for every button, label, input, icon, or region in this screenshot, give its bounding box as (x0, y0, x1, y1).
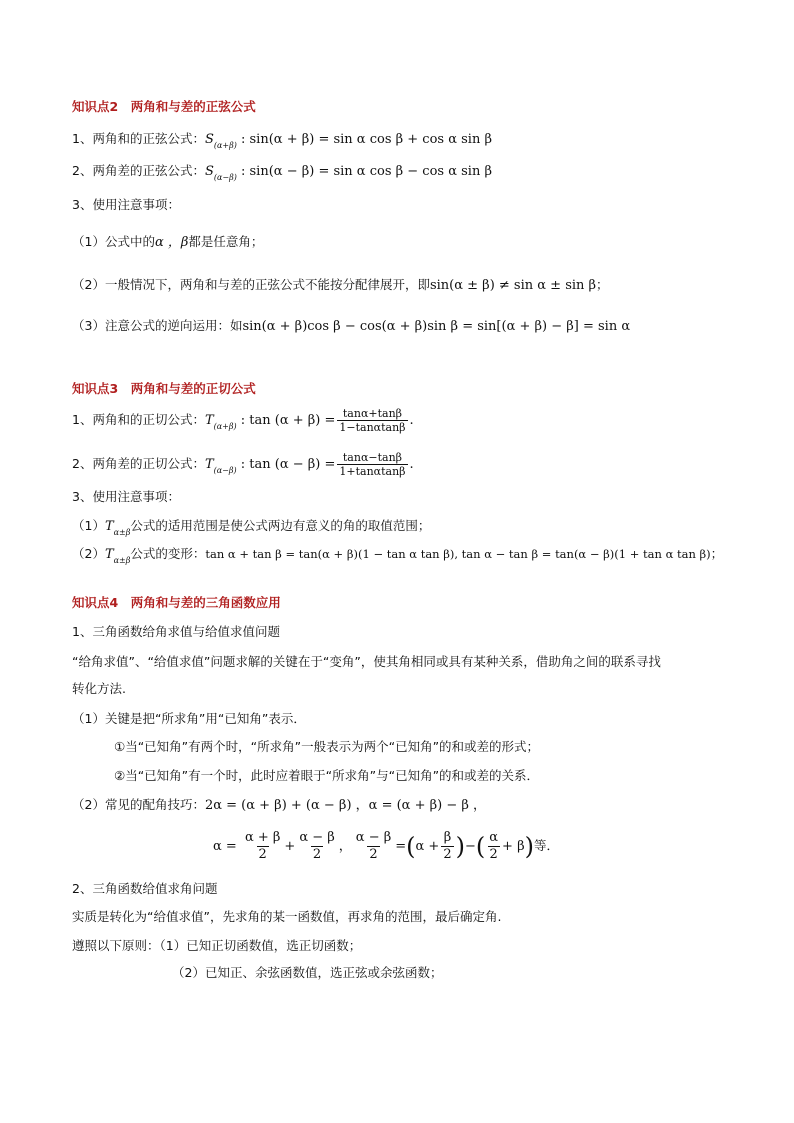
paragraph-1-line-2: 转化方法. (72, 681, 126, 696)
tangent-sum-formula: 1、两角和的正切公式：$T_{(\alpha+\beta)}$ : tan (α + β) = $\frac{\tan\alpha+\tan\beta}{1-\tan\alpha\tan\beta}$ . (72, 407, 414, 434)
principle-2: （2）已知正、余弦函数值，选正弦或余弦函数； (172, 965, 443, 980)
notes-title: 3、使用注意事项： (72, 197, 180, 212)
tangent-sum-fraction: $\frac{\tan\alpha+\tan\beta}{1-\tan\alpha\tan\beta}$ (339, 407, 406, 434)
key-point-1b: ②当“已知角”有一个时，此时应着眼于“所求角”与“已知角”的和或差的关系． (114, 768, 540, 783)
fraction-half-sum: $\frac{\alpha + \beta}{2}$ (244, 830, 281, 862)
sine-sum-formula: 1、两角和的正弦公式：$S_{(\alpha+\beta)}$ : sin(α + β) = sin α cos β + cos α sin β (72, 131, 492, 150)
section-heading-sine: 知识点2 两角和与差的正弦公式 (72, 99, 256, 114)
sine-diff-formula: 2、两角差的正弦公式：$S_{(\alpha-\beta)}$ : sin(α − β) = sin α cos β − cos α sin β (72, 163, 492, 182)
tangent-diff-fraction: $\frac{\tan\alpha-\tan\beta}{1+\tan\alpha\tan\beta}$ (339, 451, 406, 478)
section-heading-tangent: 知识点3 两角和与差的正切公式 (72, 381, 256, 396)
tangent-note-2: $(2)T_{\alpha\pm\beta}$公式的变形：tan α + tan β = tan(α + β)(1 − tan α tan β), tan α − tan β = tan(α − β)(1 + tan α tan β)； (72, 546, 724, 565)
fraction-half-diff-2: $\frac{\alpha - \beta}{2}$ (355, 830, 392, 862)
fraction-alpha-half: $\frac{\alpha}{2}$ (489, 830, 499, 862)
fraction-half-diff: $\frac{\alpha - \beta}{2}$ (299, 830, 335, 862)
paragraph-1-line-1: “给角求值”、“给值求值”问题求解的关键在于“变角”，使其角相同或具有某种关系，借助角之间的联系寻找 (72, 654, 661, 669)
key-point-1a: ①当“已知角”有两个时，“所求角”一般表示为两个“已知角”的和或差的形式； (114, 739, 540, 754)
paragraph-2: 实质是转化为“给值求值”，先求角的某一函数值，再求角的范围，最后确定角. (72, 909, 502, 924)
section-heading-application: 知识点4 两角和与差的三角函数应用 (72, 595, 281, 610)
angle-decomposition-formula: α = $\frac{\alpha + \beta}{2}$ + $\frac{\alpha - \beta}{2}$ ， $\frac{\alpha - \beta}{2}$ =(α + $\frac{\beta}{2}$ )−( $\frac{\alpha}{2}$ + β)等． (213, 830, 559, 862)
note-2: （2）一般情况下，两角和与差的正弦公式不能按分配律展开，即sin(α ± β) ≠ sin α ± sin β； (72, 277, 609, 293)
key-point-2: （2）常见的配角技巧：2α = (α + β) + (α − β) ，α = (α + β) − β ， (72, 797, 486, 813)
subtopic-2-title: 2、三角函数给值求角问题 (72, 881, 218, 896)
note-1: （1）公式中的α ，β都是任意角； (72, 234, 264, 250)
tangent-diff-formula: 2、两角差的正切公式：$T_{(\alpha-\beta)}$ : tan (α − β) = $\frac{\tan\alpha-\tan\beta}{1+\tan\alpha\tan\beta}$ . (72, 451, 414, 478)
note-3: （3）注意公式的逆向运用：如sin(α + β)cos β − cos(α + β)sin β = sin[(α + β) − β] = sin α (72, 318, 631, 334)
tangent-notes-title: 3、使用注意事项： (72, 489, 180, 504)
key-point-1: （1）关键是把“所求角”用“已知角”表示． (72, 711, 306, 726)
tangent-note-1: $(1)T_{\alpha\pm\beta}$公式的适用范围是使公式两边有意义的角的取值范围； (72, 518, 431, 537)
principle-1: 遵照以下原则：（1）已知正切函数值，选正切函数； (72, 938, 362, 953)
fraction-beta-half: $\frac{\beta}{2}$ (443, 830, 452, 862)
subtopic-1-title: 1、三角函数给角求值与给值求值问题 (72, 624, 280, 639)
